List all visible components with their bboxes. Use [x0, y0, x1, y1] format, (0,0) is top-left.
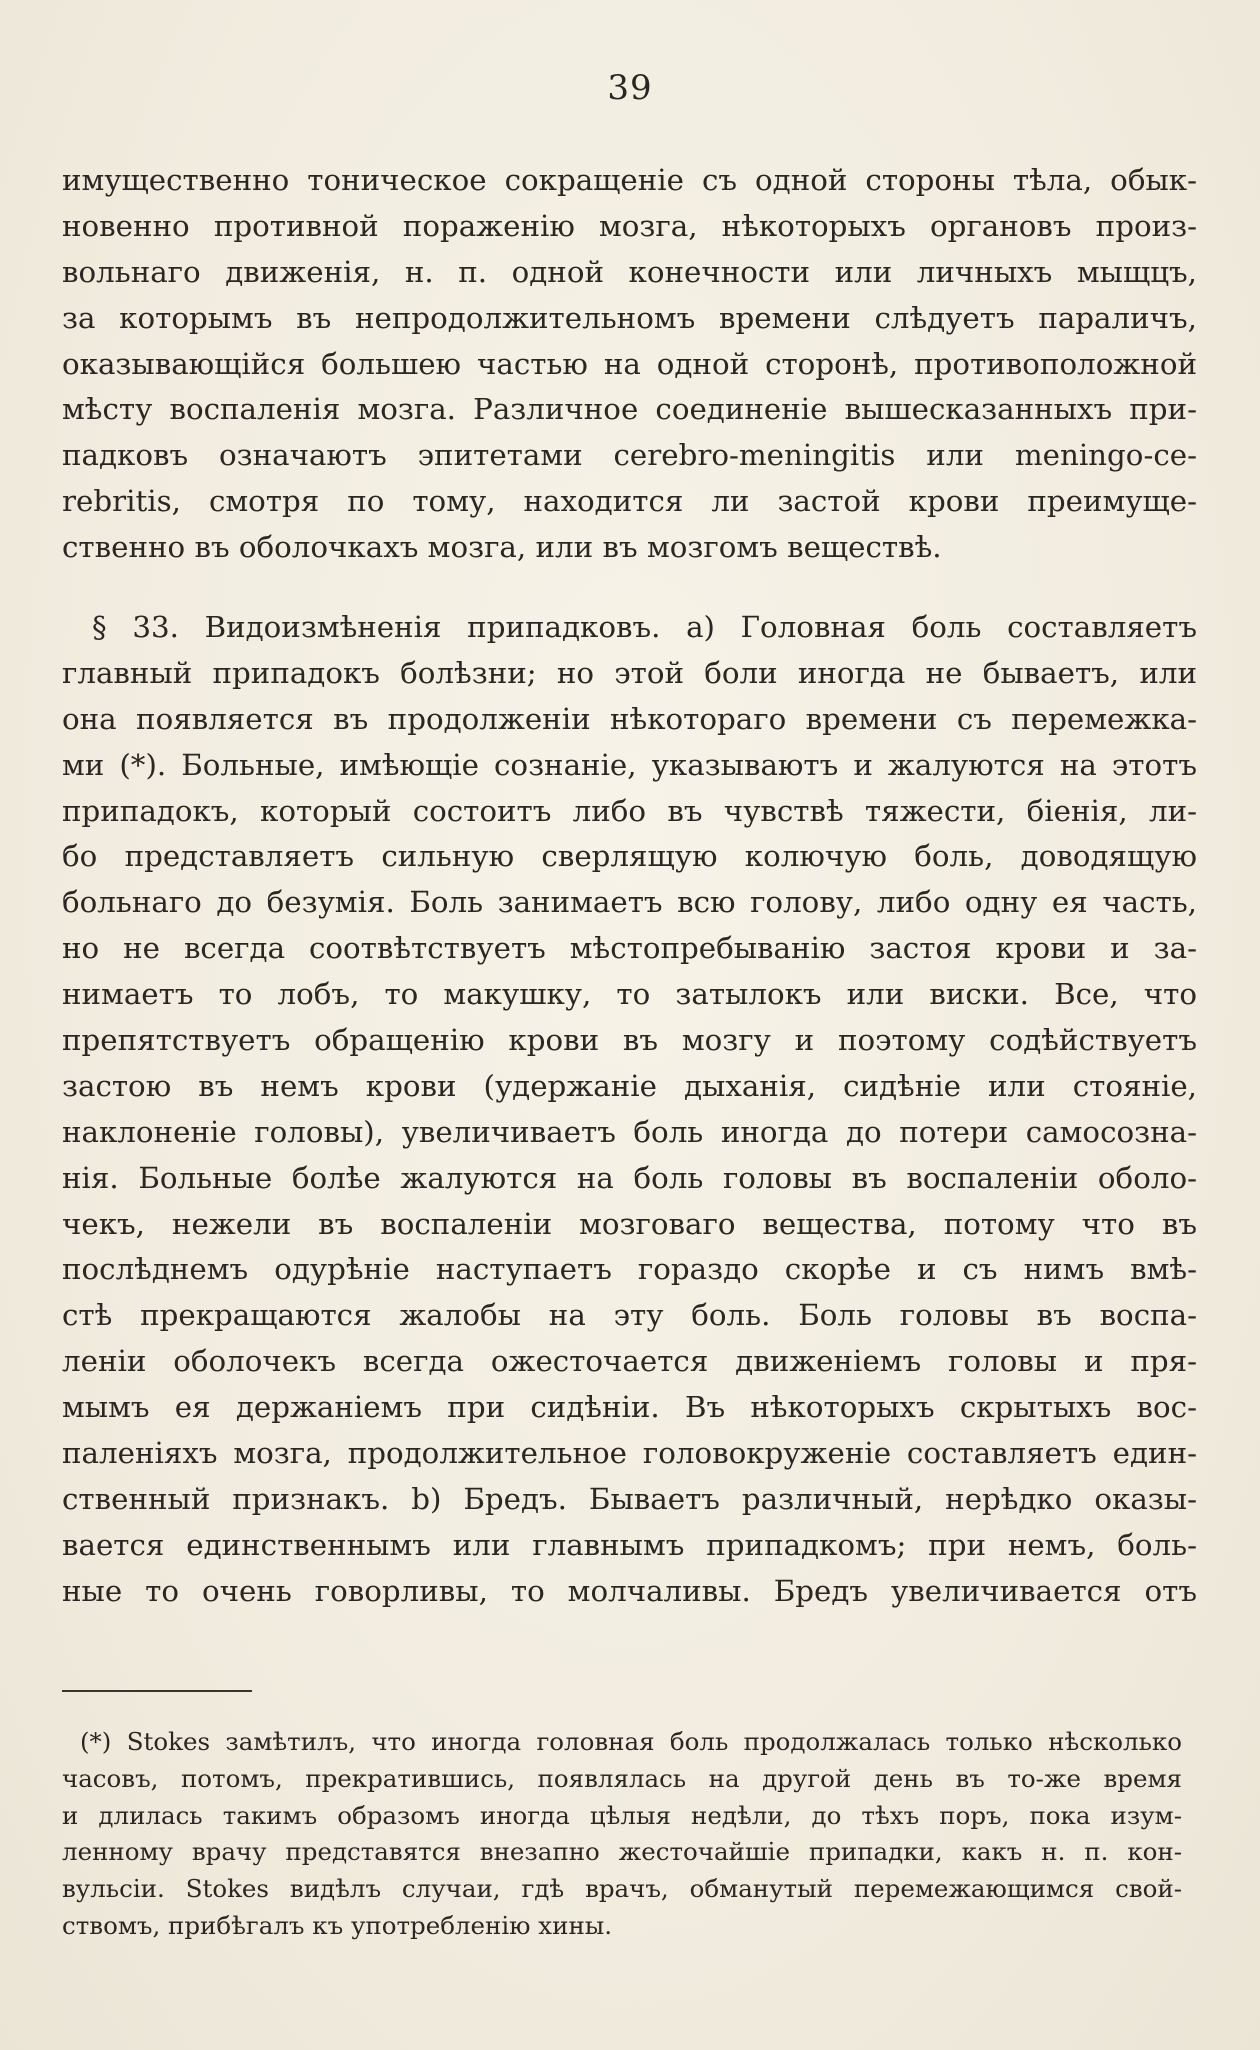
footnote-line: и длилась такимъ образомъ иногда цѣлыя недѣли, до тѣхъ поръ, пока изум- — [62, 1800, 1182, 1830]
text-line: припадокъ, который состоитъ либо въ чувствѣ тяжести, біенія, ли- — [62, 793, 1197, 828]
text-line: оказывающійся большею частью на одной сторонѣ, противоположной — [62, 346, 1197, 381]
text-line: падковъ означаютъ эпитетами cerebro-meningitis или meningo-ce- — [62, 438, 1197, 473]
footnote-line: ленному врачу представятся внезапно жесточайшіе припадки, какъ н. п. кон- — [62, 1837, 1182, 1867]
text-line: она появляется въ продолженіи нѣкотораго времени съ перемежка- — [62, 701, 1197, 736]
text-line: мѣсту воспаленія мозга. Различное соединеніе вышесказанныхъ при- — [62, 392, 1197, 427]
footnote-line: (*) Stokes замѣтилъ, что иногда головная боль продолжалась только нѣсколько — [80, 1727, 1182, 1756]
paragraph-gap — [62, 571, 1197, 605]
page-number: 39 — [607, 68, 653, 108]
text-line: ственный признакъ. b) Бредъ. Бываетъ различный, нерѣдко оказы- — [62, 1481, 1197, 1516]
text-line: вольнаго движенія, н. п. одной конечности или личныхъ мыщцъ, — [62, 254, 1197, 289]
text-line: ные то очень говорливы, то молчаливы. Бредъ увеличивается отъ — [62, 1573, 1197, 1608]
text-line: паленіяхъ мозга, продолжительное головокруженіе составляетъ един- — [62, 1436, 1197, 1471]
text-line: застою въ немъ крови (удержаніе дыханія, сидѣніе или стояніе, — [62, 1068, 1197, 1103]
text-line: препятствуетъ обращенію крови въ мозгу и поэтому содѣйствуетъ — [62, 1023, 1197, 1058]
text-line: чекъ, нежели въ воспаленіи мозговаго вещества, потому что въ — [62, 1206, 1197, 1241]
text-line: послѣднемъ одурѣніе наступаетъ гораздо скорѣе и съ нимъ вмѣ- — [62, 1252, 1197, 1287]
text-line: но не всегда соотвѣтствуетъ мѣстопребыванію застоя крови и за- — [62, 931, 1197, 966]
text-line: rebritis, смотря по тому, находится ли застой крови преимуще- — [62, 484, 1197, 519]
footnote-line: ствомъ, прибѣгалъ къ употребленію хины. — [62, 1910, 613, 1940]
footnote-line: вульсіи. Stokes видѣлъ случаи, гдѣ врачъ, обманутый перемежающимся свой- — [62, 1874, 1182, 1904]
text-line: новенно противной пораженію мозга, нѣкоторыхъ органовъ произ- — [62, 208, 1197, 243]
text-line: ственно въ оболочкахъ мозга, или въ мозгомъ веществѣ. — [62, 530, 942, 565]
footnote-divider — [62, 1690, 252, 1692]
text-line: стѣ прекращаются жалобы на эту боль. Боль головы въ воспа- — [62, 1298, 1197, 1333]
text-line: бо представляетъ сильную сверлящую колючую боль, доводящую — [62, 839, 1197, 874]
text-line: леніи оболочекъ всегда ожесточается движеніемъ головы и пря- — [62, 1344, 1197, 1379]
text-line: вается единственнымъ или главнымъ припадкомъ; при немъ, боль- — [62, 1527, 1197, 1562]
text-line: мымъ ея держаніемъ при сидѣніи. Въ нѣкоторыхъ скрытыхъ вос- — [62, 1390, 1197, 1425]
text-line: ми (*). Больные, имѣющіе сознаніе, указываютъ и жалуются на этотъ — [62, 747, 1197, 782]
text-line: за которымъ въ непродолжительномъ времени слѣдуетъ параличъ, — [62, 300, 1197, 335]
text-line: наклоненіе головы), увеличиваетъ боль иногда до потери самосозна- — [62, 1114, 1197, 1149]
text-line: больнаго до безумія. Боль занимаетъ всю голову, либо одну ея часть, — [62, 885, 1197, 920]
footnote-line: часовъ, потомъ, прекратившись, появлялась на другой день въ то-же время — [62, 1763, 1182, 1793]
main-text — [62, 158, 1197, 1615]
section-heading-line: § 33. Видоизмѣненія припадковъ. a) Головная боль составляетъ — [92, 610, 1197, 645]
footnote — [62, 1724, 1182, 1945]
text-line: имущественно тоническое сокращеніе съ одной стороны тѣла, обык- — [62, 163, 1197, 197]
text-line: главный припадокъ болѣзни; но этой боли иногда не бываетъ, или — [62, 655, 1197, 690]
text-line: нимаетъ то лобъ, то макушку, то затылокъ или виски. Все, что — [62, 977, 1197, 1012]
text-line: нія. Больные болѣе жалуются на боль головы въ воспаленіи оболо- — [62, 1160, 1197, 1195]
